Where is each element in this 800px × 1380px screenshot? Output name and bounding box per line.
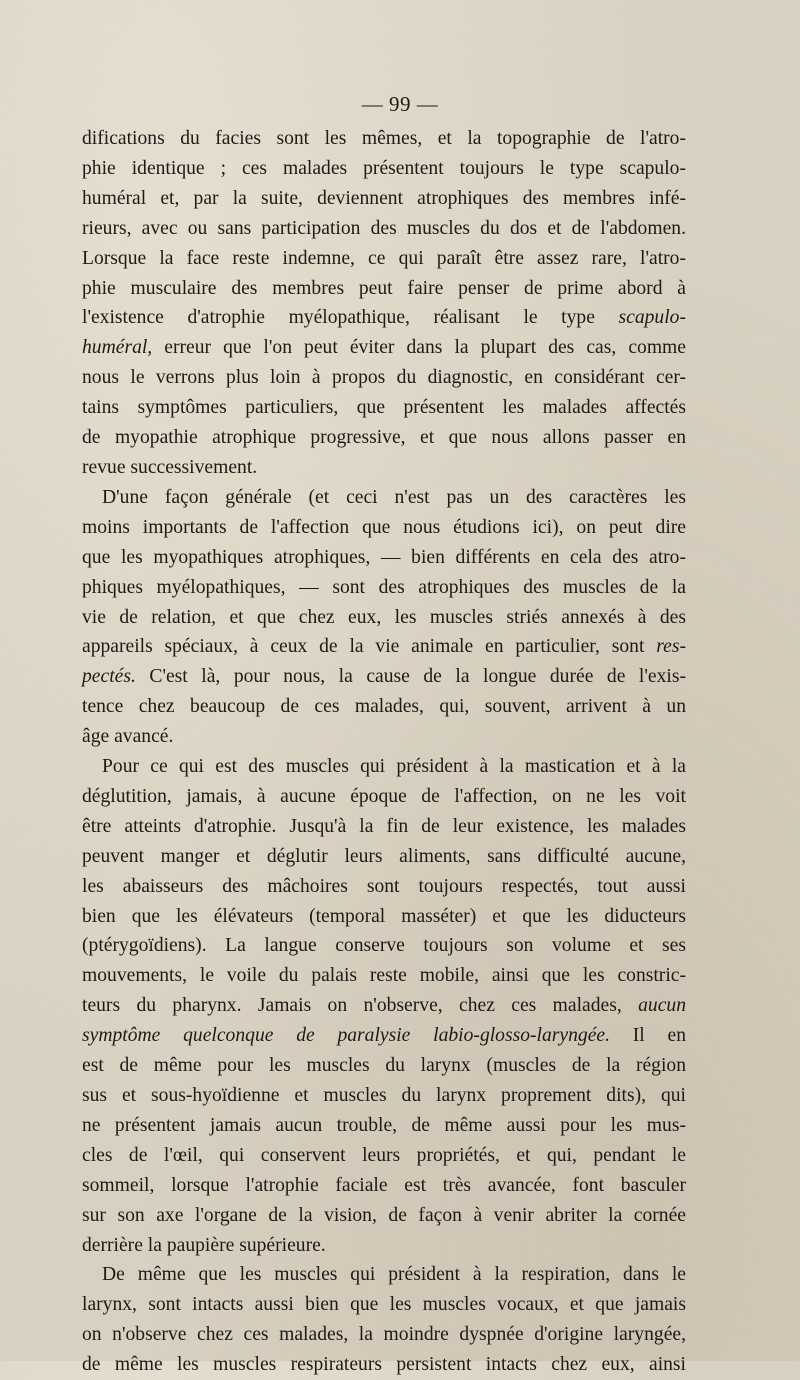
italic-text: pectés. (82, 666, 136, 688)
line-text: de myopathie atrophique progressive, et que nous allons passer en (82, 427, 686, 449)
line-text: teurs du pharynx. Jamais on n'observe, chez ces malades, (82, 995, 639, 1017)
line-text: on n'observe chez ces malades, la moindre dyspnée d'origine laryngée, (82, 1324, 686, 1346)
line-text: revue successivement. (82, 456, 258, 478)
text-line (82, 453, 686, 483)
text-line (82, 1320, 686, 1350)
italic-text: aucun (638, 995, 686, 1017)
line-text: tains symptômes particuliers, que présentent les malades affectés (82, 397, 686, 419)
text-line (82, 154, 686, 184)
italic-text: scapulo- (618, 307, 686, 329)
text-line (82, 1260, 686, 1290)
body-text (82, 124, 686, 1380)
text-line (82, 303, 686, 333)
line-text: l'existence d'atrophie myélopathique, réalisant le type (82, 307, 619, 329)
text-line (82, 603, 686, 633)
line-text: (ptérygoïdiens). La langue conserve toujours son volume et ses (82, 935, 686, 957)
line-text: Lorsque la face reste indemne, ce qui paraît être assez rare, l'atro- (82, 247, 686, 269)
line-text: tence chez beaucoup de ces malades, qui, souvent, arrivent à un (82, 696, 686, 718)
line-text: que les myopathiques atrophiques, — bien différents en cela des atro- (82, 546, 686, 568)
text-line (82, 782, 686, 812)
text-line (82, 184, 686, 214)
line-text: phie identique ; ces malades présentent toujours le type scapulo- (82, 157, 686, 179)
text-line (82, 812, 686, 842)
line-text: phiques myélopathiques, — sont des atrophiques des muscles de la (82, 576, 686, 598)
text-line (82, 274, 686, 304)
line-text: De même que les muscles qui président à la respiration, dans le (102, 1264, 686, 1286)
line-text: bien que les élévateurs (temporal masséter) et que les diducteurs (82, 905, 686, 927)
italic-text: symptôme quelconque de paralysie labio-glosso-laryngée. (82, 1025, 610, 1047)
line-text: larynx, sont intacts aussi bien que les muscles vocaux, et que jamais (82, 1294, 686, 1316)
text-line (82, 393, 686, 423)
text-line (82, 244, 686, 274)
text-line (82, 1231, 686, 1261)
text-line (82, 842, 686, 872)
italic-text: huméral, (82, 337, 153, 359)
text-line (82, 543, 686, 573)
line-text: est de même pour les muscles du larynx (muscles de la région (82, 1055, 686, 1077)
line-text: cles de l'œil, qui conservent leurs propriétés, et qui, pendant le (82, 1144, 686, 1166)
text-line (82, 1201, 686, 1231)
text-line (82, 1021, 686, 1051)
line-text: sur son axe l'organe de la vision, de façon à venir abriter la cornée (82, 1204, 686, 1226)
text-line (82, 363, 686, 393)
line-text: moins importants de l'affection que nous étudions ici), on peut dire (82, 516, 686, 538)
line-text: mouvements, le voile du palais reste mobile, ainsi que les constric- (82, 965, 686, 987)
text-line (82, 214, 686, 244)
line-text: Pour ce qui est des muscles qui président à la mastication et à la (102, 756, 686, 778)
text-line (82, 513, 686, 543)
line-text: C'est là, pour nous, la cause de la longue durée de l'exis- (135, 666, 686, 688)
line-text: âge avancé. (82, 726, 174, 748)
text-line (82, 931, 686, 961)
text-line (82, 1141, 686, 1171)
text-line (82, 1290, 686, 1320)
text-line (82, 902, 686, 932)
line-text: appareils spéciaux, à ceux de la vie animale en particulier, sont (82, 636, 657, 658)
page-number: — 99 — (361, 92, 439, 116)
text-line (82, 1111, 686, 1141)
text-line (82, 991, 686, 1021)
text-line (82, 752, 686, 782)
line-text: nous le verrons plus loin à propos du diagnostic, en considérant cer- (82, 367, 686, 389)
text-line (82, 1171, 686, 1201)
line-text: sus et sous-hyoïdienne et muscles du larynx proprement dits), qui (82, 1085, 686, 1106)
text-line (82, 1081, 686, 1111)
line-text: phie musculaire des membres peut faire penser de prime abord à (82, 277, 686, 299)
text-line (82, 692, 686, 722)
text-line (82, 573, 686, 603)
text-line (82, 333, 686, 363)
line-text: les abaisseurs des mâchoires sont toujours respectés, tout aussi (82, 875, 686, 897)
line-text: difications du facies sont les mêmes, et la topographie de l'atro- (82, 128, 686, 149)
text-line (82, 483, 686, 513)
line-text: huméral et, par la suite, deviennent atrophiques des membres infé- (82, 187, 686, 209)
line-text: sommeil, lorsque l'atrophie faciale est très avancée, font basculer (82, 1174, 686, 1196)
line-text: ne présentent jamais aucun trouble, de même aussi pour les mus- (82, 1114, 686, 1136)
line-text: de même les muscles respirateurs persistent intacts chez eux, ainsi (82, 1354, 686, 1376)
text-line (82, 662, 686, 692)
line-text: erreur que l'on peut éviter dans la plupart des cas, comme (152, 337, 686, 359)
line-text: vie de relation, et que chez eux, les muscles striés annexés à des (82, 606, 686, 628)
text-line (82, 872, 686, 902)
line-text: être atteints d'atrophie. Jusqu'à la fin de leur existence, les malades (82, 815, 686, 837)
text-line (82, 1051, 686, 1081)
italic-text: res- (656, 636, 686, 658)
line-text: rieurs, avec ou sans participation des muscles du dos et de l'abdomen. (82, 217, 686, 239)
text-line (82, 722, 686, 752)
line-text: Il en (610, 1025, 686, 1047)
text-line (82, 1350, 686, 1380)
text-line (82, 124, 686, 154)
text-line (82, 961, 686, 991)
text-line (82, 423, 686, 453)
line-text: D'une façon générale (et ceci n'est pas un des caractères les (102, 486, 686, 508)
text-line (82, 632, 686, 662)
line-text: déglutition, jamais, à aucune époque de l'affection, on ne les voit (82, 785, 686, 807)
line-text: derrière la paupière supérieure. (82, 1234, 326, 1256)
line-text: peuvent manger et déglutir leurs aliments, sans difficulté aucune, (82, 845, 686, 867)
